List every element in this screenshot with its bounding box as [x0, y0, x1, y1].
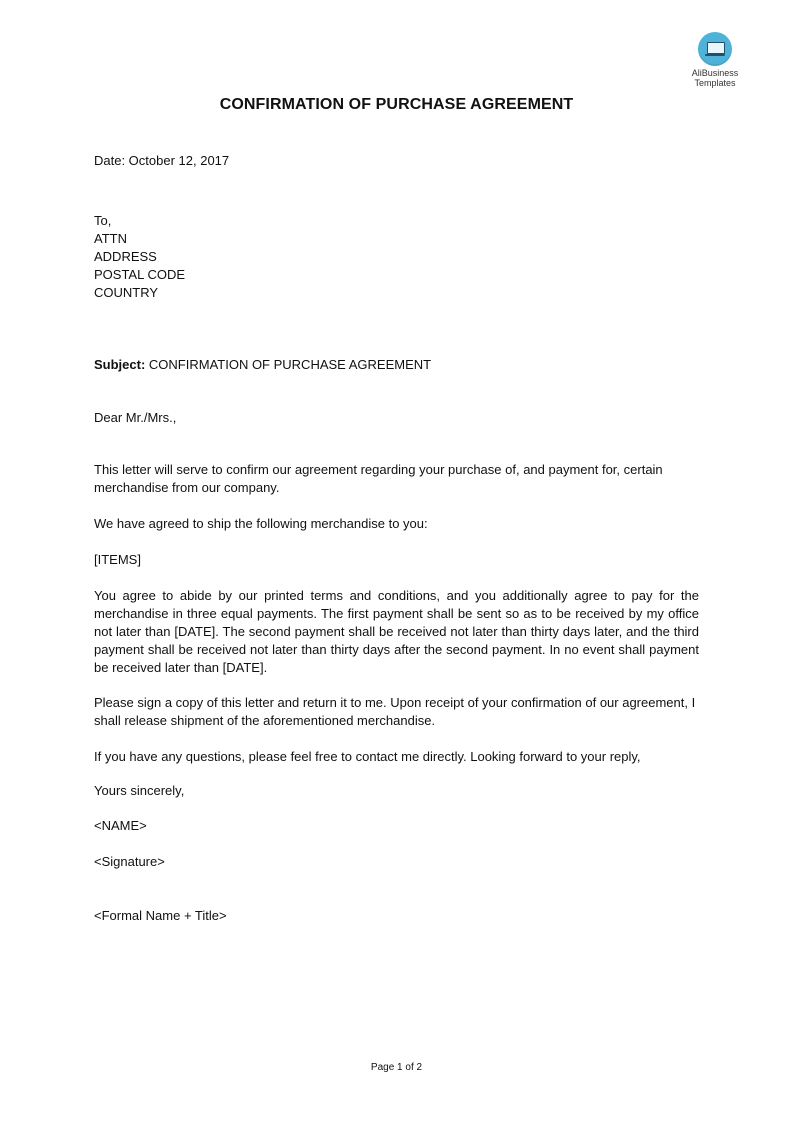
subject-label: Subject: [94, 357, 146, 372]
subject-line [94, 356, 431, 374]
body-paragraph-1: This letter will serve to confirm our agreement regarding your purchase of, and payment for, certain merchandise from our company. [94, 462, 663, 495]
recipient-postal-code: POSTAL CODE [94, 267, 186, 282]
page-number: Page 1 of 2 [370, 1062, 423, 1073]
salutation: Dear Mr./Mrs., [94, 410, 177, 425]
recipient-country: COUNTRY [94, 285, 159, 300]
closing-name: <NAME> [94, 818, 147, 833]
closing-formal-name: <Formal Name + Title> [94, 908, 227, 923]
body-paragraph-contact: If you have any questions, please feel free to contact me directly. Looking forward to your reply, [94, 749, 641, 764]
closing-sincerely: Yours sincerely, [94, 783, 185, 798]
closing-signature: <Signature> [94, 854, 165, 869]
items-placeholder: [ITEMS] [94, 552, 141, 567]
body-paragraph-terms: You agree to abide by our printed terms and conditions, and you additionally agree to pay for the merchandise in three equal payments. The first payment shall be sent so as to be received by my office not later than [DATE]. The second payment shall be received not later than thirty days later, and the third payment shall be received not later than thirty days after the second payment. In no event shall payment be received later than [DATE]. [94, 588, 699, 675]
logo-line-2: Templates [694, 78, 736, 88]
recipient-to: To, [94, 213, 112, 228]
body-paragraph-sign: Please sign a copy of this letter and return it to me. Upon receipt of your confirmation of our agreement, I shall release shipment of the aforementioned merchandise. [94, 695, 696, 728]
date-line: Date: October 12, 2017 [94, 153, 230, 168]
recipient-attn: ATTN [94, 231, 127, 246]
subject-text: CONFIRMATION OF PURCHASE AGREEMENT [145, 357, 432, 372]
logo-line-1: AliBusiness [691, 68, 739, 78]
body-paragraph-2: We have agreed to ship the following merchandise to you: [94, 516, 428, 531]
logo-text [686, 68, 744, 88]
document-title: CONFIRMATION OF PURCHASE AGREEMENT [219, 96, 574, 113]
recipient-address: ADDRESS [94, 249, 157, 264]
company-logo [686, 32, 744, 88]
laptop-icon [698, 32, 732, 66]
